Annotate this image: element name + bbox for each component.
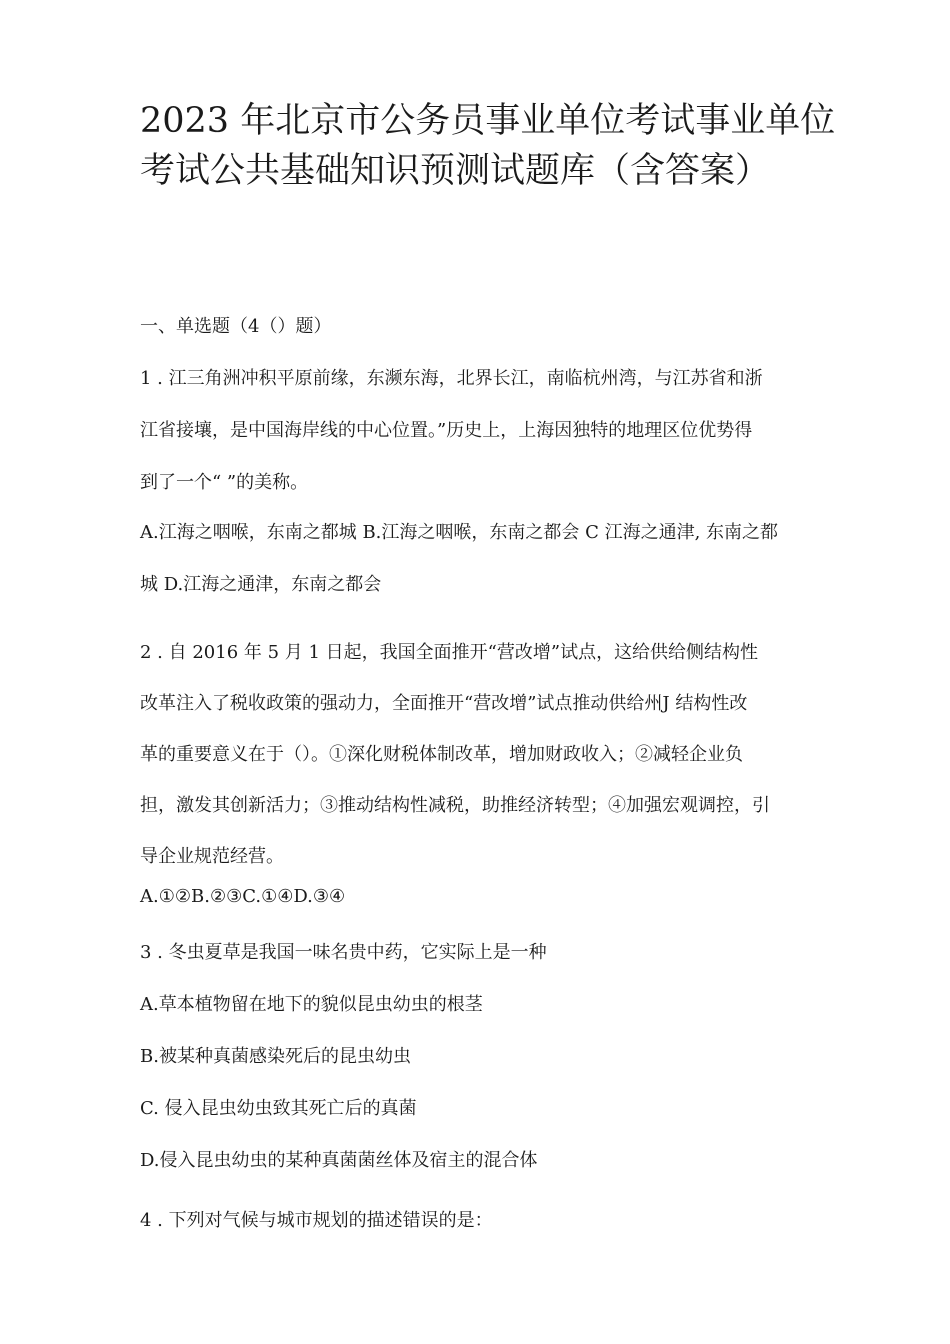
question-2-line-1: 2 . 自 2016 年 5 月 1 日起，我国全面推开“营改增”试点，这给供给侧结构性 bbox=[140, 642, 759, 663]
question-2-line-2: 改革注入了税收政策的强动力，全面推开“营改增”试点推动供给州J 结构性改 bbox=[140, 693, 748, 714]
question-4 bbox=[140, 1208, 820, 1234]
question-3 bbox=[140, 940, 820, 1174]
section-heading: 一、单选题（4（）题） bbox=[140, 316, 332, 337]
question-2-line-5: 导企业规范经营。 bbox=[140, 846, 284, 867]
question-2-line-3: 革的重要意义在于（）。①深化财税体制改革，增加财政收入；②减轻企业负 bbox=[140, 744, 743, 765]
question-3-stem: 3 . 冬虫夏草是我国一味名贵中药，它实际上是一种 bbox=[140, 942, 547, 963]
question-2-line-4: 担，激发其创新活力；③推动结构性减税，助推经济转型；④加强宏观调控，引 bbox=[140, 795, 770, 816]
question-3-option-d: D.侵入昆虫幼虫的某种真菌菌丝体及宿主的混合体 bbox=[140, 1150, 538, 1171]
question-1-line-2: 江省接壤，是中国海岸线的中心位置。”历史上，上海因独特的地理区位优势得 bbox=[140, 420, 753, 441]
question-3-option-a: A.草本植物留在地下的貌似昆虫幼虫的根茎 bbox=[140, 994, 483, 1015]
question-1-line-3: 到了一个“ ”的美称。 bbox=[140, 472, 309, 493]
question-4-stem: 4 . 下列对气候与城市规划的描述错误的是： bbox=[140, 1210, 493, 1231]
question-3-option-b: B.被某种真菌感染死后的昆虫幼虫 bbox=[140, 1046, 411, 1067]
question-1-option-line-2: 城 D.江海之通津，东南之都会 bbox=[140, 574, 382, 595]
question-3-option-c: C. 侵入昆虫幼虫致其死亡后的真菌 bbox=[140, 1098, 417, 1119]
question-2 bbox=[140, 640, 820, 910]
document-title bbox=[140, 96, 840, 196]
title-line-2: 考试公共基础知识预测试题库（含答案） bbox=[140, 151, 771, 191]
question-1-line-1: 1 . 江三角洲冲积平原前缘，东濒东海，北界长江，南临杭州湾，与江苏省和浙 bbox=[140, 368, 763, 389]
question-1 bbox=[140, 366, 820, 598]
question-2-options: A.①②B.②③C.①④D.③④ bbox=[140, 886, 346, 907]
title-line-1: 2023 年北京市公务员事业单位考试事业单位 bbox=[140, 101, 836, 141]
question-1-option-line-1: A.江海之咽喉，东南之都城 B.江海之咽喉，东南之都会 C 江海之通津, 东南之都 bbox=[140, 522, 779, 543]
